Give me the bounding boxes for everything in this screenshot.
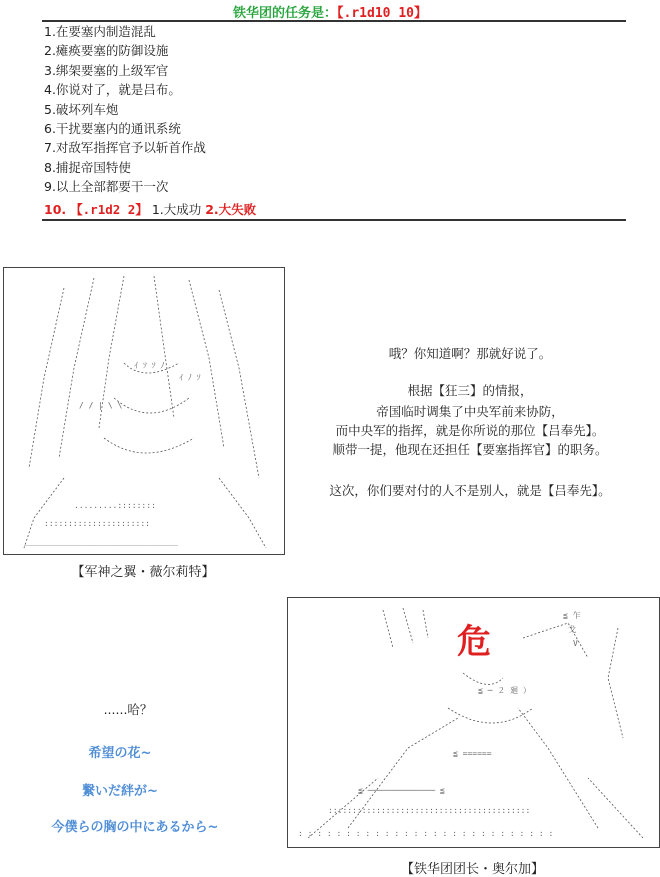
bottom-divider	[42, 219, 626, 221]
dialog-line: 根据【狂三】的情报，	[407, 383, 533, 398]
task-final-line	[44, 200, 256, 218]
task-final-option-failure: 2.大失败	[205, 202, 257, 217]
task-item: 7.对敌军指挥官予以斩首作战	[44, 140, 206, 156]
ascii-art-girl	[4, 268, 284, 554]
svg-text:______________________________: ________________________________	[24, 537, 179, 546]
song-line: 繋いだ絆が~	[82, 784, 158, 799]
svg-text:::::::::::::::::::::::: ::::::::::::::::::::::	[44, 519, 150, 528]
svg-text:V: V	[573, 639, 578, 648]
task-item: 8.捕捉帝国特使	[44, 159, 131, 175]
panel-left-caption: 【军神之翼・薇尔莉特】	[71, 565, 215, 580]
reply-text: ......哈？	[103, 702, 153, 717]
task-item: 1.在要塞内制造混乱	[44, 24, 156, 39]
svg-text:戈: 戈	[568, 625, 576, 634]
mission-header-label: 铁华团的任务是：	[233, 6, 338, 21]
panel-right-caption: 【铁华团团长・奥尔加】	[400, 862, 544, 877]
task-item: 5.破坏列车炮	[44, 101, 119, 117]
ascii-art-orga	[288, 598, 659, 847]
task-final-num: 10.	[44, 202, 67, 217]
task-final-option-success: 1.大成功	[151, 202, 206, 217]
task-item: 2.瘫痪要塞的防御设施	[44, 43, 169, 59]
task-item: 3.绑架要塞的上级军官	[44, 62, 169, 78]
danger-glyph: 危	[457, 622, 491, 662]
song-line: 希望の花~	[88, 746, 152, 761]
mission-header	[0, 2, 660, 21]
dialog-line: 哦？你知道啊？那就好说了。	[388, 346, 552, 361]
svg-text:: : : : : : : : : : : : : : :: : : : : : : : : : : : : : : : : : : : : : : : : : : :	[298, 829, 554, 838]
svg-text:.........::::::::: .........::::::::	[74, 501, 156, 510]
svg-text:≦ 乍: ≦ 乍	[563, 611, 581, 620]
svg-text:ｲ ｿ ｿ ﾉ: ｲ ｿ ｿ ﾉ	[134, 361, 165, 370]
svg-text:≦ ─ ２ 廻 ）: ≦ ─ ２ 廻 ）	[478, 686, 531, 695]
task-item: 6.干扰要塞内的通讯系统	[44, 121, 181, 137]
dialog-line: 而中央军的指挥，就是你所说的那位【吕奉先】。	[335, 423, 605, 438]
mission-header-roll: 【.r1d10 10】	[337, 6, 427, 21]
ascii-art-panel-right	[287, 597, 660, 848]
dialog-line: 这次，你们要对付的人不是别人，就是【吕奉先】。	[329, 483, 611, 498]
task-item: 4.你说对了，就是吕布。	[44, 82, 181, 98]
task-item: 9.以上全部都要干一次	[44, 179, 169, 195]
svg-text:::::::::::::::::::::::::::::::: ::::::::::::::::::::::::::::::::::::::::::	[328, 806, 531, 815]
svg-text:ｲ ﾉ ｿ: ｲ ﾉ ｿ	[179, 373, 201, 382]
task-final-roll: 【.r1d2 2】	[70, 202, 148, 217]
task-list	[44, 22, 206, 197]
dialog-line: 帝国临时调集了中央军前来协防，	[376, 404, 564, 419]
dialog-line: 顺带一提，他现在还担任【要塞指挥官】的职务。	[332, 442, 608, 457]
song-line: 今僕らの胸の中にあるから~	[51, 820, 219, 835]
svg-text:≦ ────────────── ≦: ≦ ────────────── ≦	[358, 786, 445, 795]
svg-text:≦ ======: ≦ ======	[453, 749, 492, 758]
ascii-art-panel-left	[3, 267, 285, 555]
svg-text:/ / | \ \: / / | \ \	[79, 401, 123, 410]
